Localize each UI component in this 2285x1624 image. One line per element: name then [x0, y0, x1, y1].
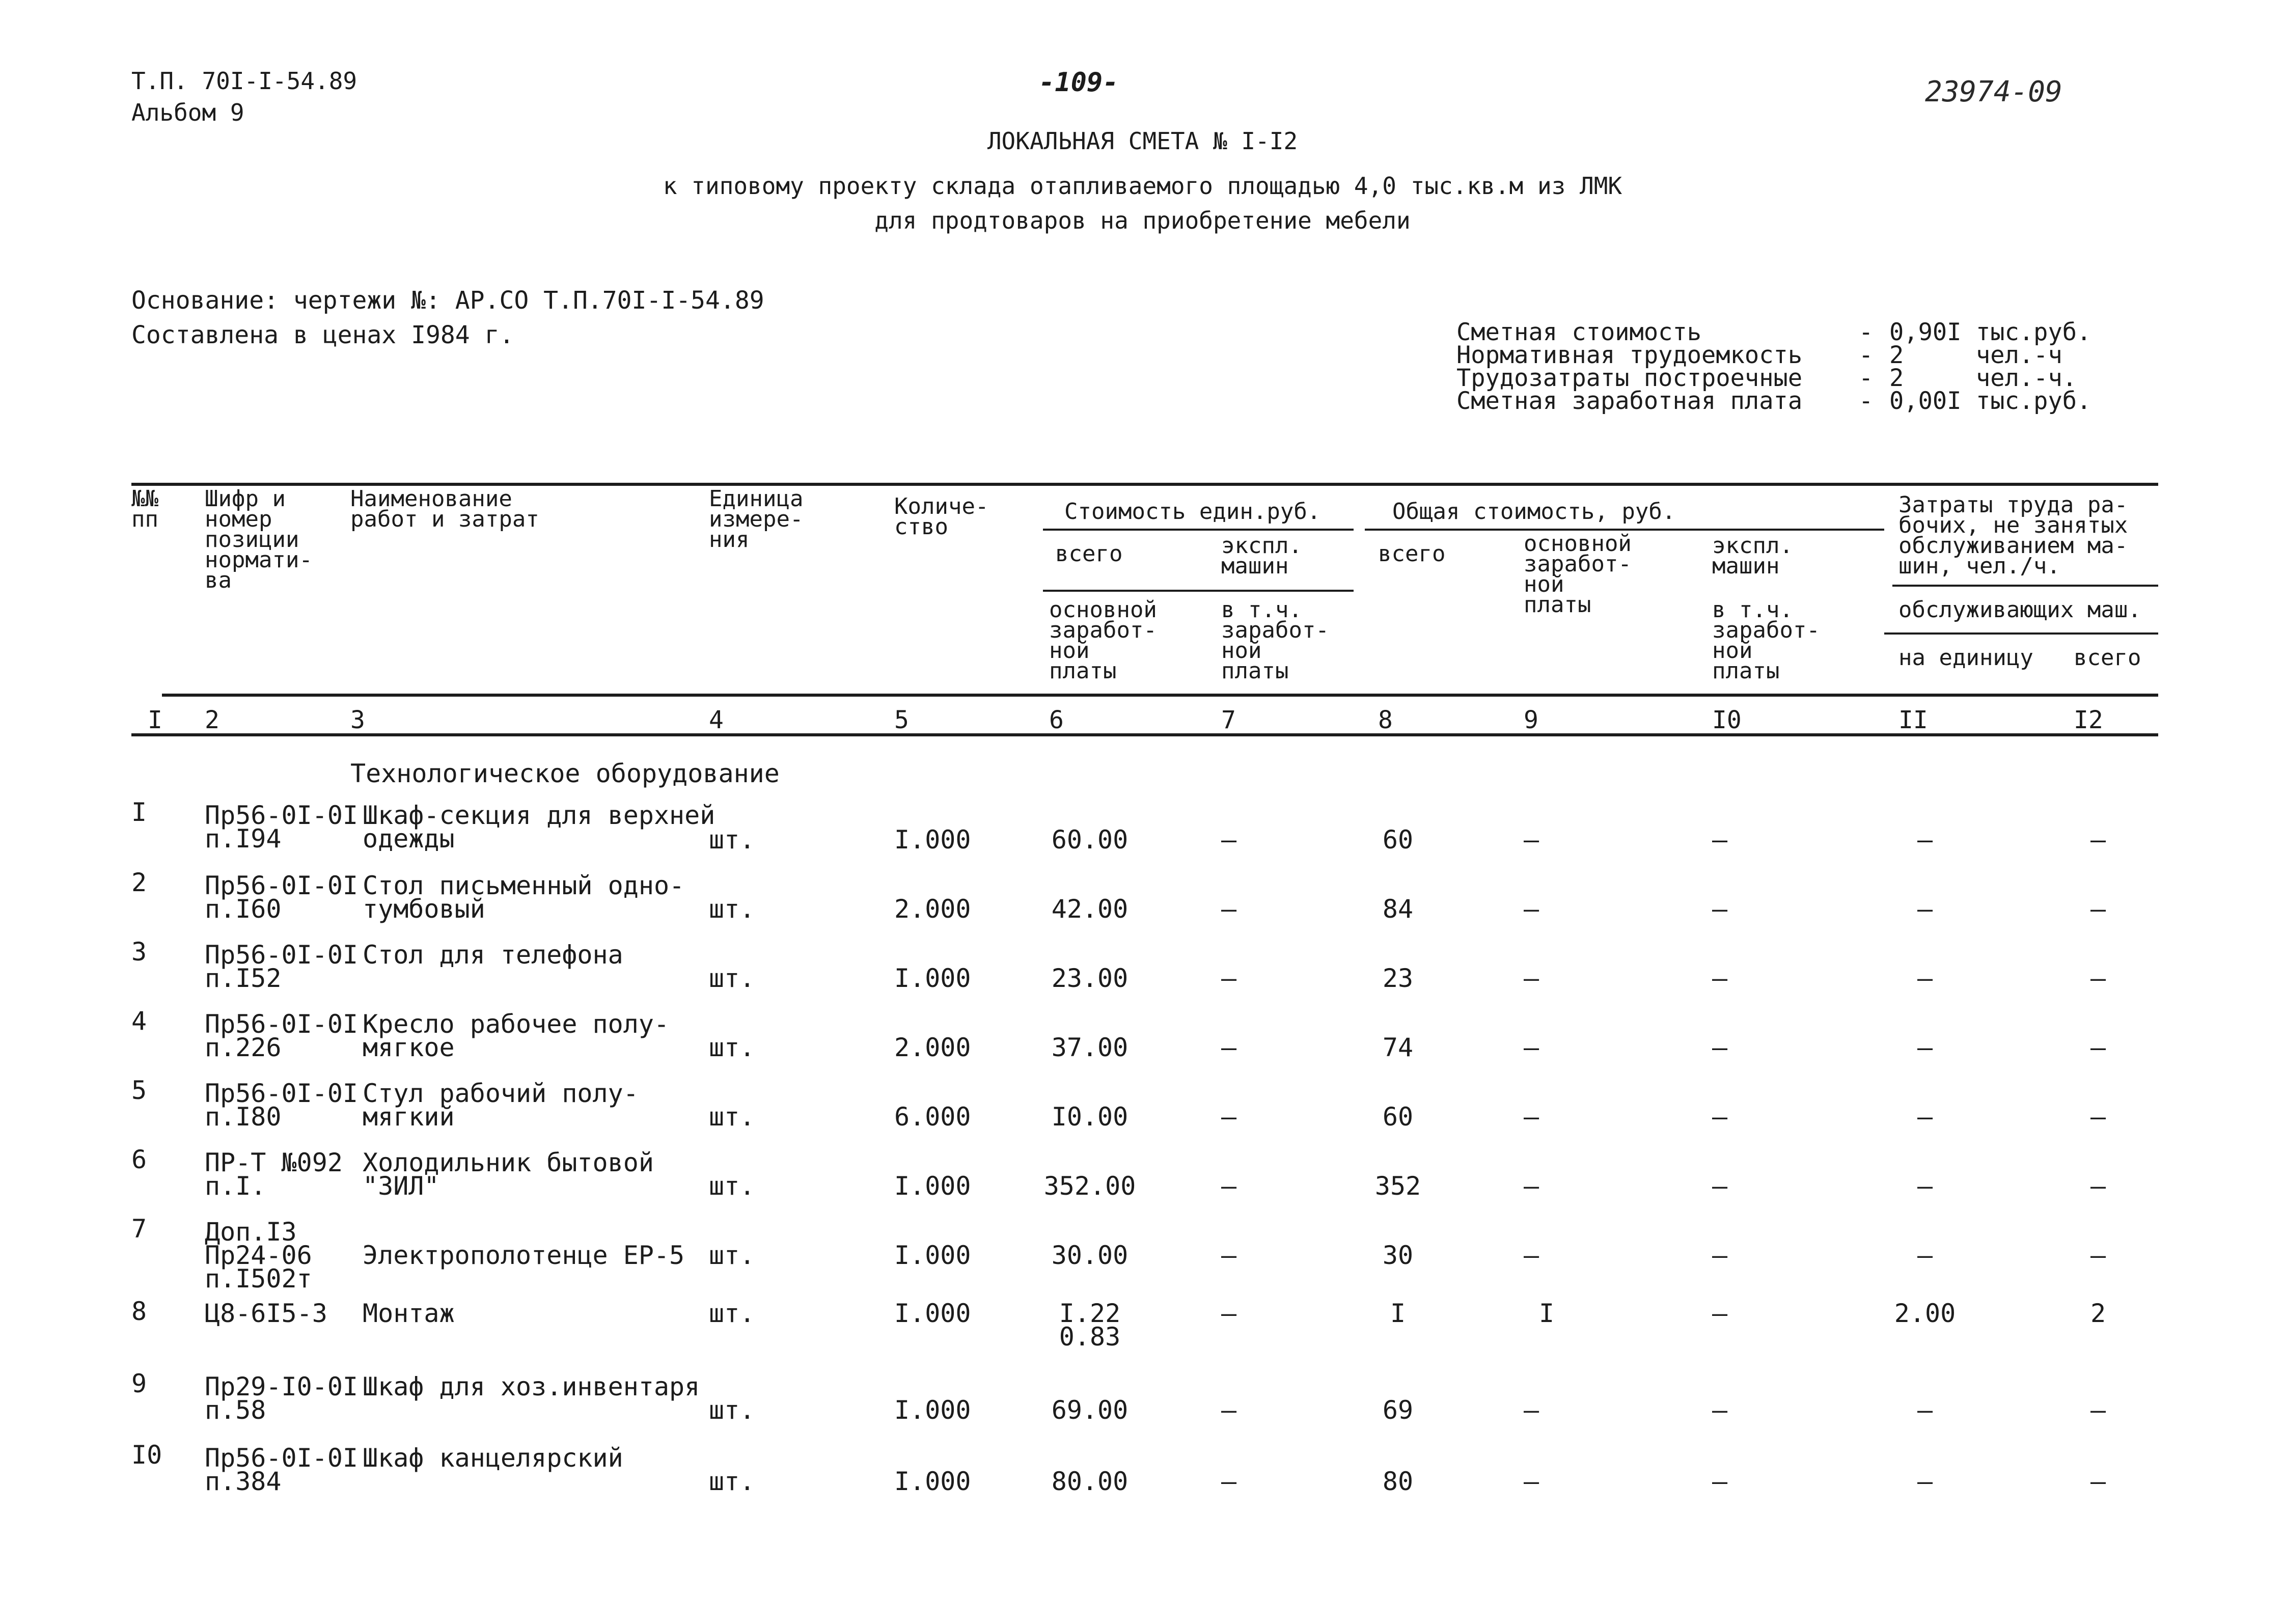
header-total-cost-group: Общая стоимость, руб. [1392, 499, 1676, 525]
unit-cost-group-rule [1043, 529, 1354, 531]
row-labor-unit: – [1917, 1102, 1933, 1132]
column-number: 5 [894, 706, 909, 734]
row-quantity: I.000 [894, 1241, 971, 1270]
row-name: Шкаф канцелярский [363, 1443, 623, 1473]
estimate-title: ЛОКАЛЬНАЯ СМЕТА № I-I2 [987, 127, 1298, 155]
row-unit-cost: I.22 0.83 [1059, 1299, 1121, 1352]
header-total-total: всего [1378, 541, 1446, 567]
row-name: Стол для телефона [363, 940, 623, 970]
row-unit: шт. [709, 894, 755, 924]
row-total-wage: – [1524, 825, 1539, 855]
header-col-code: Шифр и номер позиции нормати- ва [205, 486, 313, 593]
header-col-name: Наименование работ и затрат [350, 486, 539, 532]
unit-cost-sub-rule [1043, 590, 1354, 592]
row-total-wage: I [1539, 1299, 1555, 1328]
column-number: 8 [1378, 706, 1393, 734]
row-total-machines: – [1712, 825, 1728, 855]
row-number: 5 [131, 1076, 147, 1105]
summary-value: 0,90I [1889, 318, 1962, 346]
document-reference [131, 65, 357, 128]
row-labor-total: – [2090, 1102, 2106, 1132]
row-quantity: I.000 [894, 1299, 971, 1328]
header-labor-total: всего [2074, 645, 2141, 671]
summary-dash: - [1859, 318, 1874, 346]
row-labor-total: – [2090, 1467, 2106, 1496]
row-code: Пр56-0I-0I п.I80 [205, 1079, 359, 1132]
row-name: Шкаф-секция для верхней одежды [363, 801, 715, 854]
row-total: 23 [1382, 964, 1414, 993]
row-unit-machines: – [1221, 1467, 1237, 1496]
row-labor-unit: – [1917, 1467, 1933, 1496]
column-numbers-rule [131, 733, 2158, 736]
row-unit: шт. [709, 1395, 755, 1425]
row-unit-machines: – [1221, 825, 1237, 855]
row-code: Пр56-0I-0I п.384 [205, 1443, 359, 1496]
row-labor-total: – [2090, 1171, 2106, 1201]
summary-unit: тыс.руб. [1976, 387, 2091, 415]
labor-sub-rule [1884, 632, 2158, 635]
row-total-machines: – [1712, 1467, 1728, 1496]
row-unit-machines: – [1221, 1171, 1237, 1201]
row-unit-cost: 23.00 [1051, 964, 1128, 993]
column-number: 7 [1221, 706, 1236, 734]
header-unit-cost-group: Стоимость един.руб. [1064, 499, 1321, 525]
row-unit-cost: 80.00 [1051, 1467, 1128, 1496]
row-total-machines: – [1712, 1299, 1728, 1328]
document-code: 23974-09 [1925, 75, 2062, 108]
header-bottom-rule [162, 694, 2158, 697]
row-total-machines: – [1712, 1033, 1728, 1062]
summary-unit: чел.-ч. [1976, 364, 2077, 392]
header-labor-sub: обслуживающих маш. [1898, 597, 2141, 623]
row-number: I0 [131, 1440, 162, 1470]
row-unit: шт. [709, 1102, 755, 1132]
row-code: Доп.I3 Пр24-06 п.I502т [205, 1217, 312, 1293]
row-labor-unit: – [1917, 1171, 1933, 1201]
summary-label: Сметная стоимость [1456, 318, 1702, 346]
row-total: 74 [1382, 1033, 1414, 1062]
row-code: ПР-Т №092 п.I. [205, 1148, 343, 1201]
row-quantity: I.000 [894, 964, 971, 993]
summary-block [1456, 318, 2091, 415]
column-number: 6 [1049, 706, 1064, 734]
row-name: Монтаж [363, 1299, 455, 1328]
row-unit-cost: I0.00 [1051, 1102, 1128, 1132]
row-unit-cost: 352.00 [1043, 1171, 1136, 1201]
header-labor-per-unit: на единицу [1898, 645, 2033, 671]
row-quantity: 6.000 [894, 1102, 971, 1132]
row-labor-unit: 2.00 [1894, 1299, 1956, 1328]
header-unit-machine-wage: в т.ч. заработ- ной платы [1221, 597, 1329, 684]
row-name: Холодильник бытовой "ЗИЛ" [363, 1148, 654, 1201]
row-name: Кресло рабочее полу- мягкое [363, 1009, 670, 1062]
summary-label: Трудозатраты построечные [1456, 364, 1803, 392]
row-number: 4 [131, 1006, 147, 1036]
row-labor-unit: – [1917, 964, 1933, 993]
row-unit-cost: 37.00 [1051, 1033, 1128, 1062]
header-labor-group: Затраты труда ра- бочих, не занятых обслуживанием ма- шин, чел./ч. [1898, 492, 2128, 579]
row-labor-total: – [2090, 825, 2106, 855]
row-labor-unit: – [1917, 825, 1933, 855]
row-code: Пр56-0I-0I п.I94 [205, 801, 359, 854]
row-total: 60 [1382, 1102, 1414, 1132]
row-code: Пр56-0I-0I п.226 [205, 1009, 359, 1062]
summary-value: 2 [1889, 341, 1904, 369]
row-unit-machines: – [1221, 964, 1237, 993]
row-unit-cost: 60.00 [1051, 825, 1128, 855]
row-unit: шт. [709, 1171, 755, 1201]
summary-row [1456, 341, 2091, 369]
header-unit-machines: экспл. машин [1221, 533, 1302, 579]
row-quantity: I.000 [894, 1395, 971, 1425]
row-total-machines: – [1712, 1395, 1728, 1425]
summary-dash: - [1859, 341, 1874, 369]
column-number: 3 [350, 706, 365, 734]
row-total-wage: – [1524, 1467, 1539, 1496]
row-total: I [1390, 1299, 1406, 1328]
labor-group-rule [1892, 585, 2158, 587]
page-number: -109- [1039, 67, 1119, 98]
row-unit-machines: – [1221, 1241, 1237, 1270]
basis-prices: Составлена в ценах I984 г. [131, 321, 514, 349]
row-number: 3 [131, 937, 147, 967]
row-unit-machines: – [1221, 894, 1237, 924]
header-total-wage: основной заработ- ной платы [1524, 531, 1632, 618]
row-unit-cost: 30.00 [1051, 1241, 1128, 1270]
header-col-quantity: Количе- ство [894, 493, 989, 540]
doc-ref: Т.П. 70I-I-54.89 [131, 67, 357, 95]
basis-block [131, 283, 764, 352]
row-total-wage: – [1524, 1171, 1539, 1201]
row-unit-machines: – [1221, 1395, 1237, 1425]
header-unit-wage: основной заработ- ной платы [1049, 597, 1157, 684]
column-number: 4 [709, 706, 724, 734]
row-unit: шт. [709, 1241, 755, 1270]
header-total-machines: экспл. машин [1712, 533, 1793, 579]
summary-label: Сметная заработная плата [1456, 387, 1803, 415]
header-col-unit: Единица измере- ния [709, 486, 804, 553]
row-quantity: 2.000 [894, 1033, 971, 1062]
column-number: I [148, 706, 162, 734]
row-unit: шт. [709, 964, 755, 993]
row-quantity: 2.000 [894, 894, 971, 924]
row-total-wage: – [1524, 1241, 1539, 1270]
row-total-wage: – [1524, 894, 1539, 924]
row-name: Электрополотенце ЕР-5 [363, 1241, 685, 1270]
row-number: 2 [131, 868, 147, 897]
header-unit-total: всего [1055, 541, 1123, 567]
estimate-subtitle-2: для продтоваров на приобретение мебели [874, 207, 1411, 234]
estimate-subtitle-1: к типовому проекту склада отапливаемого площадью 4,0 тыс.кв.м из ЛМК [663, 172, 1622, 200]
row-code: Ц8-6I5-3 [205, 1299, 327, 1328]
row-unit-machines: – [1221, 1102, 1237, 1132]
summary-value: 2 [1889, 364, 1904, 392]
row-unit-cost: 42.00 [1051, 894, 1128, 924]
column-number: I2 [2074, 706, 2103, 734]
row-name: Стол письменный одно- тумбовый [363, 871, 685, 924]
column-number: 2 [205, 706, 219, 734]
row-unit: шт. [709, 1033, 755, 1062]
row-total-machines: – [1712, 894, 1728, 924]
column-number: II [1898, 706, 1928, 734]
row-unit-machines: – [1221, 1033, 1237, 1062]
row-total: 60 [1382, 825, 1414, 855]
summary-row [1456, 364, 2091, 392]
header-total-machine-wage: в т.ч. заработ- ной платы [1712, 597, 1820, 684]
summary-value: 0,00I [1889, 387, 1962, 415]
summary-dash: - [1859, 364, 1874, 392]
row-total: 69 [1382, 1395, 1414, 1425]
row-unit: шт. [709, 1299, 755, 1328]
row-total-wage: – [1524, 964, 1539, 993]
row-labor-total: – [2090, 894, 2106, 924]
summary-row [1456, 318, 2091, 346]
row-name: Стул рабочий полу- мягкий [363, 1079, 639, 1132]
row-total: 352 [1374, 1171, 1421, 1201]
row-code: Пр29-I0-0I п.58 [205, 1372, 359, 1425]
row-total-wage: – [1524, 1102, 1539, 1132]
row-labor-total: 2 [2090, 1299, 2106, 1328]
row-labor-total: – [2090, 964, 2106, 993]
album-label: Альбом 9 [131, 99, 244, 126]
row-labor-unit: – [1917, 1033, 1933, 1062]
row-total-wage: – [1524, 1395, 1539, 1425]
summary-unit: чел.-ч [1976, 341, 2062, 369]
row-labor-unit: – [1917, 1395, 1933, 1425]
row-quantity: I.000 [894, 1171, 971, 1201]
summary-dash: - [1859, 387, 1874, 415]
summary-row [1456, 387, 2091, 415]
row-total-machines: – [1712, 1241, 1728, 1270]
row-total-wage: – [1524, 1033, 1539, 1062]
row-total-machines: – [1712, 1102, 1728, 1132]
row-code: Пр56-0I-0I п.I52 [205, 940, 359, 993]
column-number: 9 [1524, 706, 1538, 734]
basis-drawings: Основание: чертежи №: АР.СО Т.П.70I-I-54.89 [131, 286, 764, 315]
row-unit-cost: 69.00 [1051, 1395, 1128, 1425]
row-total-machines: – [1712, 1171, 1728, 1201]
header-col-number: №№ пп [131, 486, 158, 532]
row-quantity: I.000 [894, 1467, 971, 1496]
row-labor-unit: – [1917, 894, 1933, 924]
row-number: 8 [131, 1297, 147, 1326]
row-code: Пр56-0I-0I п.I60 [205, 871, 359, 924]
row-total-machines: – [1712, 964, 1728, 993]
row-quantity: I.000 [894, 825, 971, 855]
row-total: 84 [1382, 894, 1414, 924]
row-number: 9 [131, 1369, 147, 1398]
section-title: Технологическое оборудование [350, 759, 780, 788]
column-number: I0 [1712, 706, 1742, 734]
row-name: Шкаф для хоз.инвентаря [363, 1372, 700, 1401]
row-unit: шт. [709, 825, 755, 855]
row-unit: шт. [709, 1467, 755, 1496]
row-labor-total: – [2090, 1033, 2106, 1062]
row-total: 30 [1382, 1241, 1414, 1270]
row-number: I [131, 797, 147, 827]
row-labor-unit: – [1917, 1241, 1933, 1270]
row-number: 7 [131, 1214, 147, 1244]
row-labor-total: – [2090, 1395, 2106, 1425]
row-total: 80 [1382, 1467, 1414, 1496]
row-labor-total: – [2090, 1241, 2106, 1270]
row-number: 6 [131, 1145, 147, 1174]
summary-unit: тыс.руб. [1976, 318, 2091, 346]
summary-label: Нормативная трудоемкость [1456, 341, 1803, 369]
row-unit-machines: – [1221, 1299, 1237, 1328]
